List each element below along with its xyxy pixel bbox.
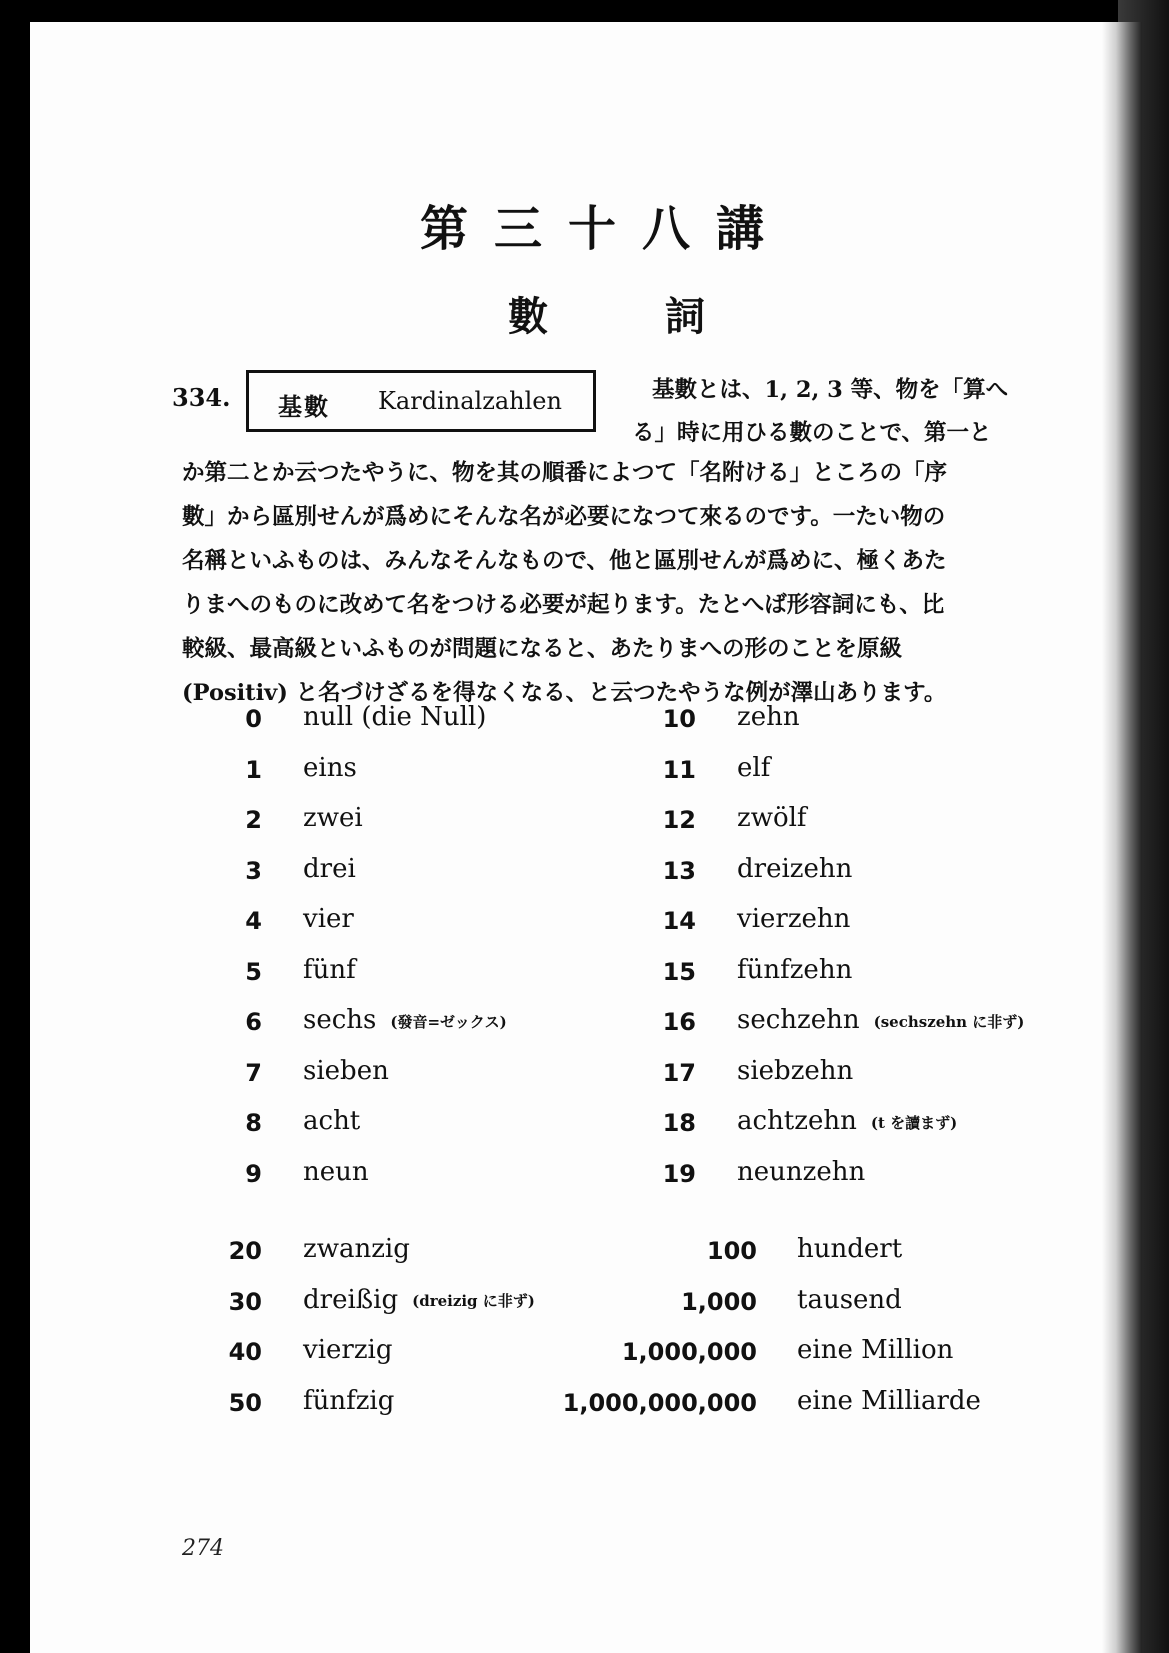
- ones-row-word: [303, 955, 356, 985]
- paragraph-line: りまへのものに改めて名をつける必要が起ります。たとへば形容詞にも、比: [182, 592, 945, 618]
- large-row-word-text: eine Million: [797, 1335, 954, 1365]
- ones-row-number: 6: [245, 1008, 262, 1036]
- teens-row-number: 14: [662, 907, 696, 935]
- large-row-word-text: tausend: [797, 1284, 902, 1315]
- tens-row-word: [303, 1335, 392, 1365]
- teens-row-word-text: vierzehn: [737, 904, 851, 934]
- teens-row-number: 10: [662, 705, 696, 733]
- teens-row-word-text: elf: [737, 752, 771, 783]
- tens-row-number: 20: [228, 1237, 262, 1265]
- teens-row-number: 19: [662, 1159, 696, 1188]
- section-title-char-1: 數: [508, 293, 548, 340]
- tens-row-word: [303, 1234, 410, 1264]
- teens-row-number: 13: [662, 856, 696, 885]
- ones-row-word: [303, 753, 357, 783]
- ones-row-word: [303, 702, 486, 732]
- paragraph-line: (Positiv) と名づけざるを得なくなる、と云つたやうな例が澤山あります。: [182, 680, 947, 706]
- ones-row-word-text: sechs: [303, 1005, 377, 1035]
- teens-row-word-text: zwölf: [737, 803, 807, 833]
- tens-row-word-text: dreißig: [303, 1284, 399, 1315]
- large-row-word-text: eine Milliarde: [797, 1385, 981, 1416]
- ones-row-number: 9: [245, 1159, 262, 1188]
- large-row-word: [797, 1285, 902, 1315]
- tens-row-word-text: zwanzig: [303, 1234, 410, 1264]
- paragraph-line: 較級、最高級といふものが問題になると、あたりまへの形のことを原級: [182, 636, 903, 662]
- ones-row-word-text: eins: [303, 752, 357, 783]
- ones-row-word-text: sieben: [303, 1055, 389, 1086]
- tens-row-word-text: vierzig: [303, 1335, 393, 1365]
- teens-row-word-text: achtzehn: [737, 1106, 857, 1136]
- teens-row-number: 17: [662, 1058, 696, 1087]
- ones-row-number: 3: [245, 856, 262, 885]
- section-number: 334.: [172, 383, 231, 412]
- ones-row-word: [303, 1005, 507, 1035]
- ones-row-number: 5: [245, 957, 262, 986]
- large-row-word: [797, 1234, 902, 1264]
- section-heading-german: Kardinalzahlen: [378, 387, 562, 415]
- tens-row-word: [303, 1285, 535, 1315]
- large-row-word-text: hundert: [797, 1234, 903, 1264]
- teens-row-word: [737, 702, 800, 732]
- ones-row-word-text: fünf: [303, 954, 356, 985]
- teens-row-word-text: neunzehn: [737, 1156, 866, 1187]
- teens-row-number: 15: [662, 957, 696, 986]
- page-number: 274: [182, 1536, 224, 1561]
- teens-row-word: [737, 1056, 853, 1086]
- teens-row-number: 11: [662, 755, 696, 784]
- section-heading-japanese: 基數: [278, 392, 330, 421]
- chapter-title: 第三十八講: [420, 201, 791, 257]
- teens-row-number: 18: [662, 1109, 696, 1137]
- ones-row-word: [303, 904, 354, 934]
- paragraph-line: 數」から區別せんが爲めにそんな名が必要になつて來るのです。一たい物の: [182, 504, 946, 530]
- paragraph-line: 基數とは、1, 2, 3 等、物を「算へ: [652, 377, 1009, 403]
- section-title-char-2: 詞: [665, 293, 705, 340]
- paragraph-line: か第二とか云つたやうに、物を其の順番によつて「名附ける」ところの「序: [182, 460, 948, 486]
- teens-row-word: [737, 803, 807, 833]
- page-binding-shadow: [1102, 22, 1142, 1653]
- teens-row-word: [737, 1005, 1024, 1035]
- teens-row-word: [737, 854, 852, 884]
- teens-row-word: [737, 904, 850, 934]
- ones-row-word: [303, 803, 363, 833]
- ones-row-word-text: vier: [303, 904, 354, 934]
- teens-row-number: 16: [662, 1008, 696, 1036]
- tens-row-number: 40: [228, 1338, 262, 1366]
- large-row-number: 1,000,000,000: [562, 1388, 757, 1417]
- large-row-word: [797, 1386, 981, 1416]
- ones-row-word: [303, 1106, 360, 1136]
- tens-row-note: (dreizig に非ず): [412, 1292, 535, 1310]
- ones-row-note: (發音=ゼックス): [390, 1012, 507, 1031]
- tens-row-word: [303, 1386, 394, 1416]
- teens-row-word-text: sechzehn: [737, 1005, 860, 1035]
- ones-row-word-text: drei: [303, 853, 356, 884]
- paragraph-line: 名稱といふものは、みんなそんなもので、他と區別せんが爲めに、極くあた: [182, 548, 947, 574]
- ones-row-word-text: zwei: [303, 803, 363, 833]
- ones-row-number: 7: [245, 1058, 262, 1087]
- teens-row-word: [737, 1106, 957, 1136]
- teens-row-word-text: siebzehn: [737, 1055, 854, 1086]
- teens-row-word: [737, 753, 770, 783]
- ones-row-number: 1: [245, 755, 262, 784]
- teens-row-number: 12: [662, 806, 696, 834]
- teens-row-note: (sechszehn に非ず): [873, 1012, 1025, 1031]
- teens-row-word: [737, 1157, 865, 1187]
- ones-row-word: [303, 1056, 389, 1086]
- ones-row-number: 4: [245, 907, 262, 935]
- large-row-word: [797, 1335, 953, 1365]
- scan-left-border: [0, 0, 30, 370]
- large-row-number: 1,000,000: [621, 1338, 757, 1366]
- teens-row-note: (t を讀まず): [870, 1113, 958, 1132]
- ones-row-number: 8: [245, 1109, 262, 1137]
- ones-row-word-text: acht: [303, 1106, 361, 1136]
- ones-row-word-text: neun: [303, 1156, 369, 1187]
- ones-row-number: 0: [245, 705, 262, 733]
- tens-row-number: 30: [228, 1287, 262, 1316]
- teens-row-word: [737, 955, 852, 985]
- tens-row-word-text: fünfzig: [303, 1385, 395, 1416]
- scan-top-border: [0, 0, 1169, 22]
- paragraph-line: る」時に用ひる數のことで、第一と: [632, 420, 992, 446]
- tens-row-number: 50: [228, 1388, 262, 1417]
- teens-row-word-text: fünfzehn: [737, 954, 853, 985]
- ones-row-word: [303, 854, 356, 884]
- ones-row-number: 2: [245, 806, 262, 834]
- large-row-number: 1,000: [681, 1287, 757, 1316]
- teens-row-word-text: zehn: [737, 702, 800, 732]
- large-row-number: 100: [706, 1237, 757, 1265]
- ones-row-word-text: null (die Null): [303, 702, 487, 732]
- teens-row-word-text: dreizehn: [737, 853, 853, 884]
- ones-row-word: [303, 1157, 369, 1187]
